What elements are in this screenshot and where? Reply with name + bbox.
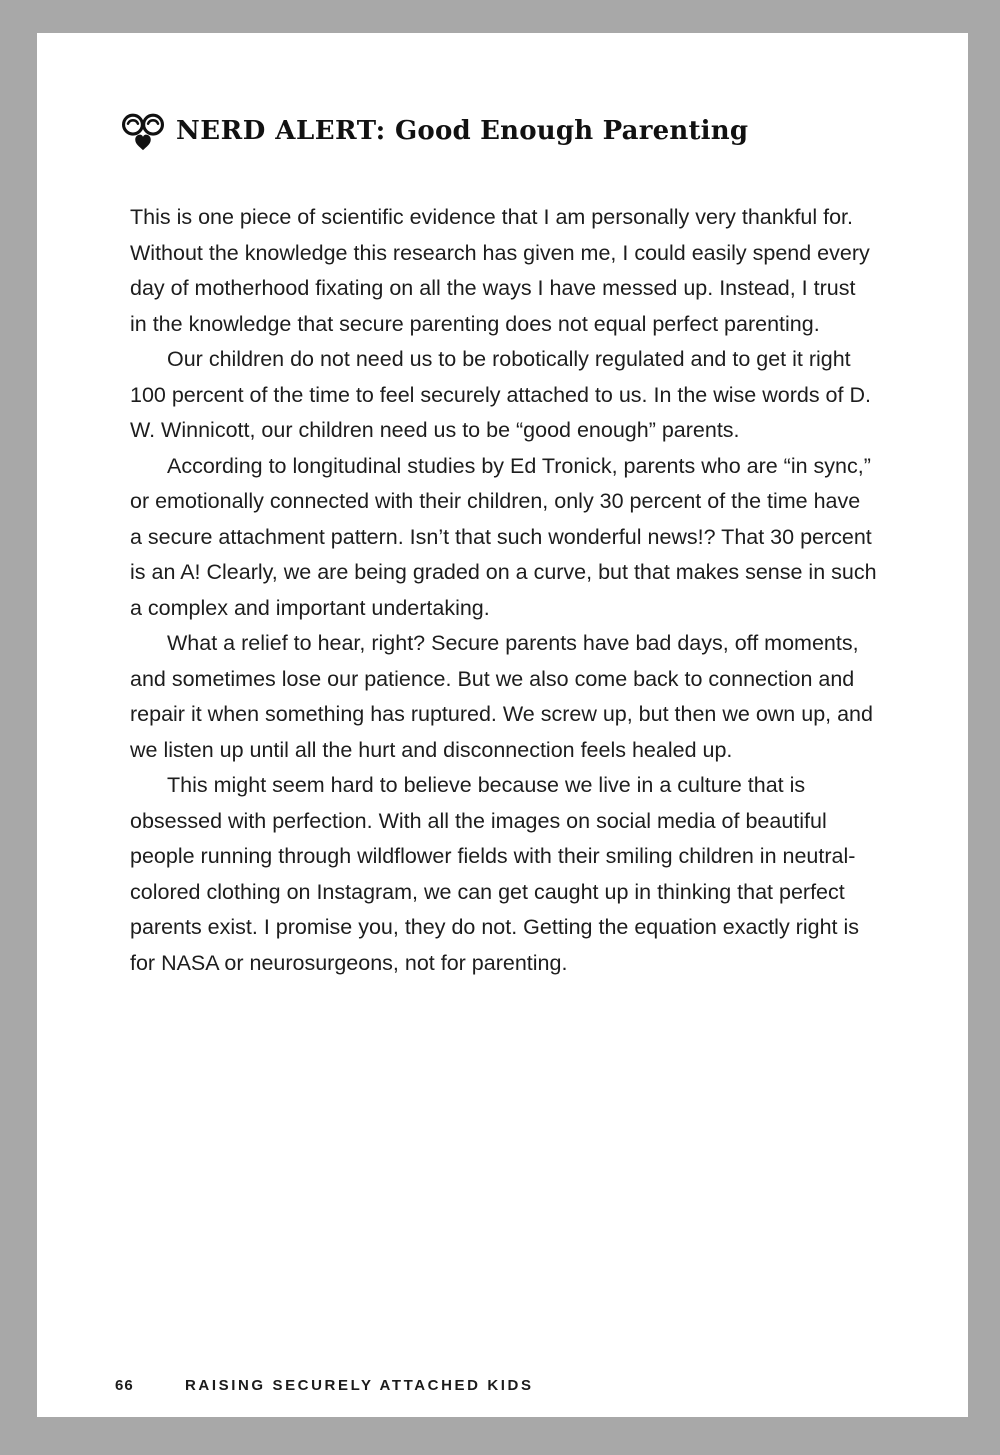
nerd-alert-label: NERD ALERT: [176,116,386,146]
paragraph: This is one piece of scientific evidence that I am personally very thankful for. Without the knowledge this research has given me, I could easily spend every day of motherhood fixating on all the ways I have messed up. Instead, I trust in the knowledge that secure parenting does not equal perfect parenting. [130,205,870,336]
running-title: RAISING SECURELY ATTACHED KIDS [185,1377,534,1394]
book-page [37,33,968,1417]
section-header [120,110,748,152]
section-title [176,116,748,146]
page-footer [115,1377,534,1394]
paragraph: Our children do not need us to be robotically regulated and to get it right 100 percent of the time to feel securely attached to us. In the wise words of D. W. Winnicott, our children need us to be “good enough” parents. [130,347,871,442]
section-title-text: Good Enough Parenting [395,116,749,146]
body-text [130,200,878,981]
nerd-glasses-heart-icon [120,110,166,152]
paragraph: This might seem hard to believe because we live in a culture that is obsessed with perfection. With all the images on social media of beautiful people running through wildflower fields with their smiling children in neutral-colored clothing on Instagram, we can get caught up in thinking that perfect parents exist. I promise you, they do not. Getting the equation exactly right is for NASA or neurosurgeons, not for parenting. [130,773,860,975]
paragraph: According to longitudinal studies by Ed Tronick, parents who are “in sync,” or emotionally connected with their children, only 30 percent of the time have a secure attachment pattern. Isn’t that such wonderful news!? That 30 percent is an A! Clearly, we are being graded on a curve, but that makes sense in such a complex and important undertaking. [130,453,877,620]
paragraph: What a relief to hear, right? Secure parents have bad days, off moments, and sometimes lose our patience. But we also come back to connection and repair it when something has ruptured. We screw up, but then we own up, and we listen up until all the hurt and disconnection feels healed up. [130,631,873,762]
page-number: 66 [115,1377,134,1394]
